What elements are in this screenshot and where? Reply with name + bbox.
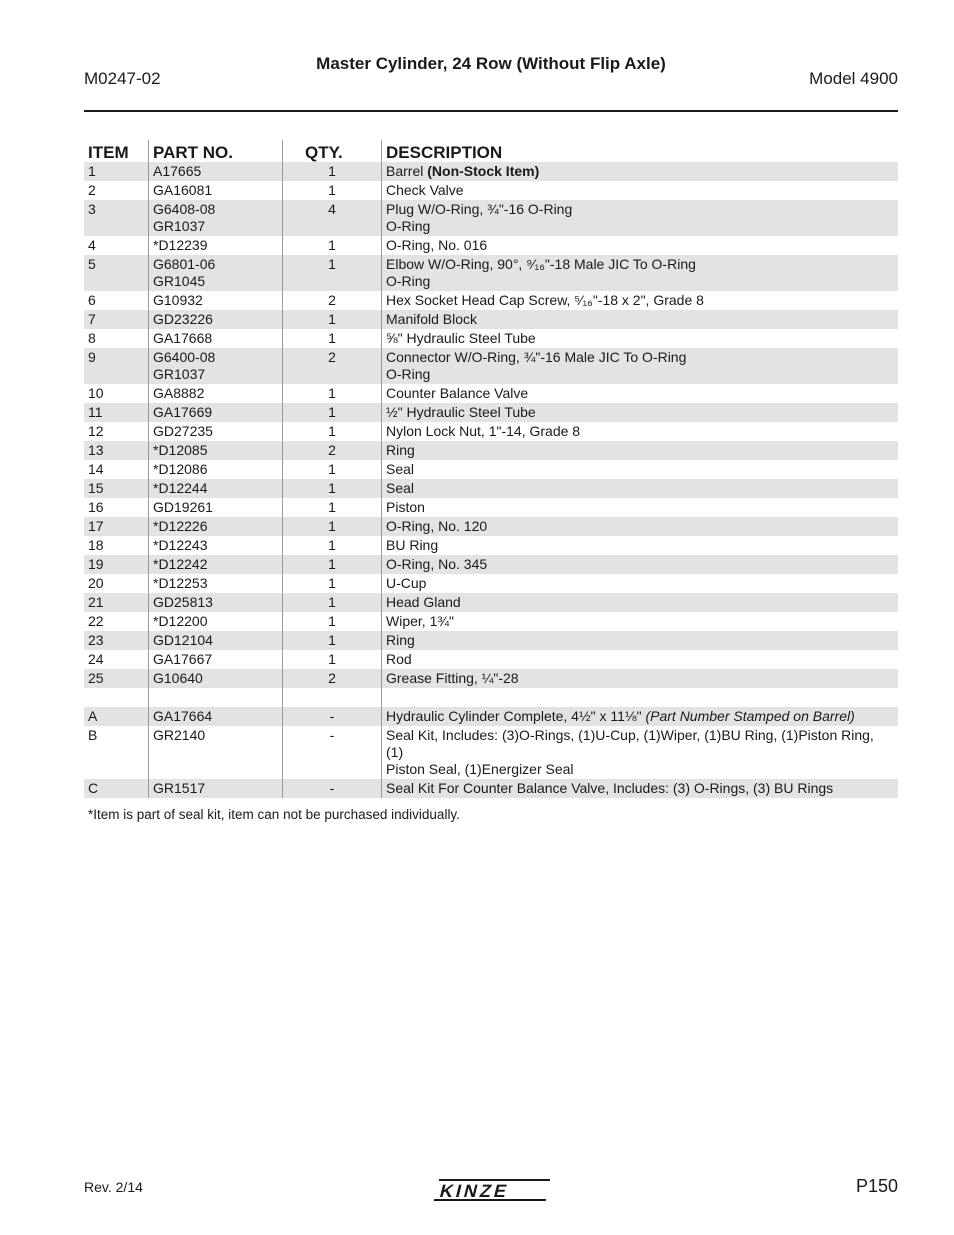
description-cell: Manifold Block — [382, 310, 899, 329]
part-number-cell: GD12104 — [149, 631, 283, 650]
table-row — [84, 479, 898, 498]
part-number-cell: GA17669 — [149, 403, 283, 422]
column-header-qty: QTY. — [283, 140, 382, 162]
item-cell: 2 — [88, 182, 96, 198]
part-number-cell: GD23226 — [149, 310, 283, 329]
description-cell: Ring — [382, 441, 899, 460]
parts-table — [84, 140, 898, 798]
part-number-cell: GD19261 — [149, 498, 283, 517]
item-cell: 3 — [84, 200, 149, 236]
table-row — [84, 403, 898, 422]
item-cell: 10 — [88, 385, 104, 401]
description-cell: Hex Socket Head Cap Screw, ⁵⁄₁₆"-18 x 2", Grade 8 — [382, 291, 899, 310]
description-cell: O-Ring, No. 016 — [382, 236, 899, 255]
quantity-cell: 1 — [283, 498, 382, 517]
table-row — [84, 460, 898, 479]
column-header-part-no: PART NO. — [149, 140, 283, 162]
item-cell: 22 — [88, 613, 104, 629]
part-number-cell: G6400-08 GR1037 — [149, 348, 283, 384]
description-cell: O-Ring, No. 345 — [382, 555, 899, 574]
table-row — [84, 348, 898, 384]
part-number-cell: *D12200 — [149, 612, 283, 631]
part-number-cell: A17665 — [149, 162, 283, 181]
description-cell: Counter Balance Valve — [382, 384, 899, 403]
item-cell: 18 — [88, 537, 104, 553]
part-number-cell: *D12086 — [149, 460, 283, 479]
description-cell: U-Cup — [382, 574, 899, 593]
part-number-cell: G10932 — [149, 291, 283, 310]
table-spacer-row — [84, 688, 898, 707]
table-row — [84, 162, 898, 181]
item-cell: 14 — [88, 461, 104, 477]
quantity-cell: 1 — [283, 236, 382, 255]
quantity-cell: 1 — [283, 555, 382, 574]
item-cell: 7 — [84, 310, 149, 329]
quantity-cell: 1 — [283, 181, 382, 200]
kit-row — [84, 726, 898, 779]
part-number-cell: GA8882 — [149, 384, 283, 403]
table-row — [84, 255, 898, 291]
kinze-logo — [432, 1176, 550, 1204]
item-cell: 5 — [84, 255, 149, 291]
header-divider — [84, 110, 898, 112]
description-cell: Barrel (Non-Stock Item) — [382, 162, 899, 181]
quantity-cell: - — [283, 726, 382, 779]
quantity-cell: 1 — [283, 384, 382, 403]
description-cell: Ring — [382, 631, 899, 650]
description-cell: Seal — [382, 460, 899, 479]
table-row — [84, 291, 898, 310]
part-number-cell: GA17667 — [149, 650, 283, 669]
quantity-cell: 1 — [283, 593, 382, 612]
item-cell: 12 — [88, 423, 104, 439]
description-cell: ⅝" Hydraulic Steel Tube — [382, 329, 899, 348]
item-cell: 21 — [84, 593, 149, 612]
model-label: Model 4900 — [809, 69, 898, 88]
item-cell: A — [84, 707, 149, 726]
description-cell: Wiper, 1¾" — [382, 612, 899, 631]
item-cell: 17 — [84, 517, 149, 536]
part-number-cell: *D12085 — [149, 441, 283, 460]
description-cell: Seal Kit, Includes: (3)O-Rings, (1)U-Cup, (1)Wiper, (1)BU Ring, (1)Piston Ring, (1) Piston Seal, (1)Energizer Seal — [382, 726, 899, 779]
table-row — [84, 612, 898, 631]
item-cell: 4 — [88, 237, 96, 253]
document-id: M0247-02 — [84, 69, 161, 88]
quantity-cell: 1 — [283, 255, 382, 291]
quantity-cell: 1 — [283, 162, 382, 181]
item-cell: 13 — [84, 441, 149, 460]
part-number-cell: *D12242 — [149, 555, 283, 574]
description-cell: Head Gland — [382, 593, 899, 612]
quantity-cell: 1 — [283, 422, 382, 441]
item-cell: 25 — [84, 669, 149, 688]
footnote: *Item is part of seal kit, item can not be purchased individually. — [88, 807, 460, 822]
revision-label: Rev. 2/14 — [84, 1179, 143, 1195]
part-number-cell: GA17664 — [149, 707, 283, 726]
quantity-cell: 1 — [283, 479, 382, 498]
part-number-cell: *D12253 — [149, 574, 283, 593]
quantity-cell: 1 — [283, 310, 382, 329]
part-number-cell: GD27235 — [149, 422, 283, 441]
description-cell: BU Ring — [382, 536, 899, 555]
description-cell: Seal Kit For Counter Balance Valve, Includes: (3) O-Rings, (3) BU Rings — [382, 779, 899, 798]
description-cell: Nylon Lock Nut, 1"-14, Grade 8 — [382, 422, 899, 441]
table-header-row — [84, 140, 898, 162]
item-cell: 16 — [88, 499, 104, 515]
part-number-cell: GR2140 — [149, 726, 283, 779]
quantity-cell: 2 — [283, 441, 382, 460]
part-number-cell: *D12244 — [149, 479, 283, 498]
description-cell: Seal — [382, 479, 899, 498]
table-row — [84, 422, 898, 441]
table-row — [84, 236, 898, 255]
table-row — [84, 200, 898, 236]
quantity-cell: - — [283, 779, 382, 798]
item-cell: 19 — [84, 555, 149, 574]
page-number: P150 — [855, 1176, 898, 1196]
item-cell: 6 — [88, 292, 96, 308]
table-row — [84, 631, 898, 650]
description-cell: Connector W/O-Ring, ¾"-16 Male JIC To O-Ring O-Ring — [382, 348, 899, 384]
part-number-cell: *D12226 — [149, 517, 283, 536]
column-header-item: ITEM — [88, 142, 129, 162]
quantity-cell: 2 — [283, 348, 382, 384]
page-title: Master Cylinder, 24 Row (Without Flip Axle) — [316, 54, 666, 73]
item-cell: 15 — [84, 479, 149, 498]
quantity-cell: 1 — [283, 403, 382, 422]
item-cell: 1 — [84, 162, 149, 181]
quantity-cell: 1 — [283, 329, 382, 348]
part-number-cell: *D12239 — [149, 236, 283, 255]
table-row — [84, 181, 898, 200]
table-row — [84, 593, 898, 612]
kit-row — [84, 779, 898, 798]
column-header-description: DESCRIPTION — [382, 140, 899, 162]
quantity-cell: 1 — [283, 650, 382, 669]
part-number-cell: GA17668 — [149, 329, 283, 348]
table-row — [84, 384, 898, 403]
part-number-cell: GR1517 — [149, 779, 283, 798]
part-number-cell: GD25813 — [149, 593, 283, 612]
item-cell: 24 — [88, 651, 104, 667]
item-cell: 8 — [88, 330, 96, 346]
quantity-cell: 1 — [283, 612, 382, 631]
part-number-cell: GA16081 — [149, 181, 283, 200]
part-number-cell: G6408-08 GR1037 — [149, 200, 283, 236]
item-cell: 23 — [84, 631, 149, 650]
table-row — [84, 650, 898, 669]
table-row — [84, 555, 898, 574]
quantity-cell: 1 — [283, 460, 382, 479]
table-row — [84, 310, 898, 329]
item-cell: 9 — [84, 348, 149, 384]
description-cell: Check Valve — [382, 181, 899, 200]
part-number-cell: G10640 — [149, 669, 283, 688]
quantity-cell: 1 — [283, 517, 382, 536]
part-number-cell: *D12243 — [149, 536, 283, 555]
item-cell: B — [88, 727, 98, 743]
description-cell: ½" Hydraulic Steel Tube — [382, 403, 899, 422]
quantity-cell: 1 — [283, 631, 382, 650]
quantity-cell: 2 — [283, 669, 382, 688]
quantity-cell: 1 — [283, 574, 382, 593]
quantity-cell: 1 — [283, 536, 382, 555]
description-cell: Elbow W/O-Ring, 90°, ⁹⁄₁₆"-18 Male JIC To O-Ring O-Ring — [382, 255, 899, 291]
description-cell: Grease Fitting, ¼"-28 — [382, 669, 899, 688]
description-cell: Hydraulic Cylinder Complete, 4½" x 11⅛" (Part Number Stamped on Barrel) — [382, 707, 899, 726]
table-row — [84, 329, 898, 348]
table-row — [84, 536, 898, 555]
quantity-cell: 2 — [283, 291, 382, 310]
quantity-cell: - — [283, 707, 382, 726]
description-cell: Plug W/O-Ring, ¾"-16 O-Ring O-Ring — [382, 200, 899, 236]
item-cell: 20 — [88, 575, 104, 591]
quantity-cell: 4 — [283, 200, 382, 236]
table-row — [84, 669, 898, 688]
table-row — [84, 517, 898, 536]
description-cell: O-Ring, No. 120 — [382, 517, 899, 536]
kit-row — [84, 707, 898, 726]
description-cell: Piston — [382, 498, 899, 517]
description-cell: Rod — [382, 650, 899, 669]
table-row — [84, 441, 898, 460]
item-cell: C — [84, 779, 149, 798]
table-row — [84, 574, 898, 593]
item-cell: 11 — [84, 403, 149, 422]
part-number-cell: G6801-06 GR1045 — [149, 255, 283, 291]
logo-wordmark: KINZE — [437, 1180, 512, 1201]
table-row — [84, 498, 898, 517]
